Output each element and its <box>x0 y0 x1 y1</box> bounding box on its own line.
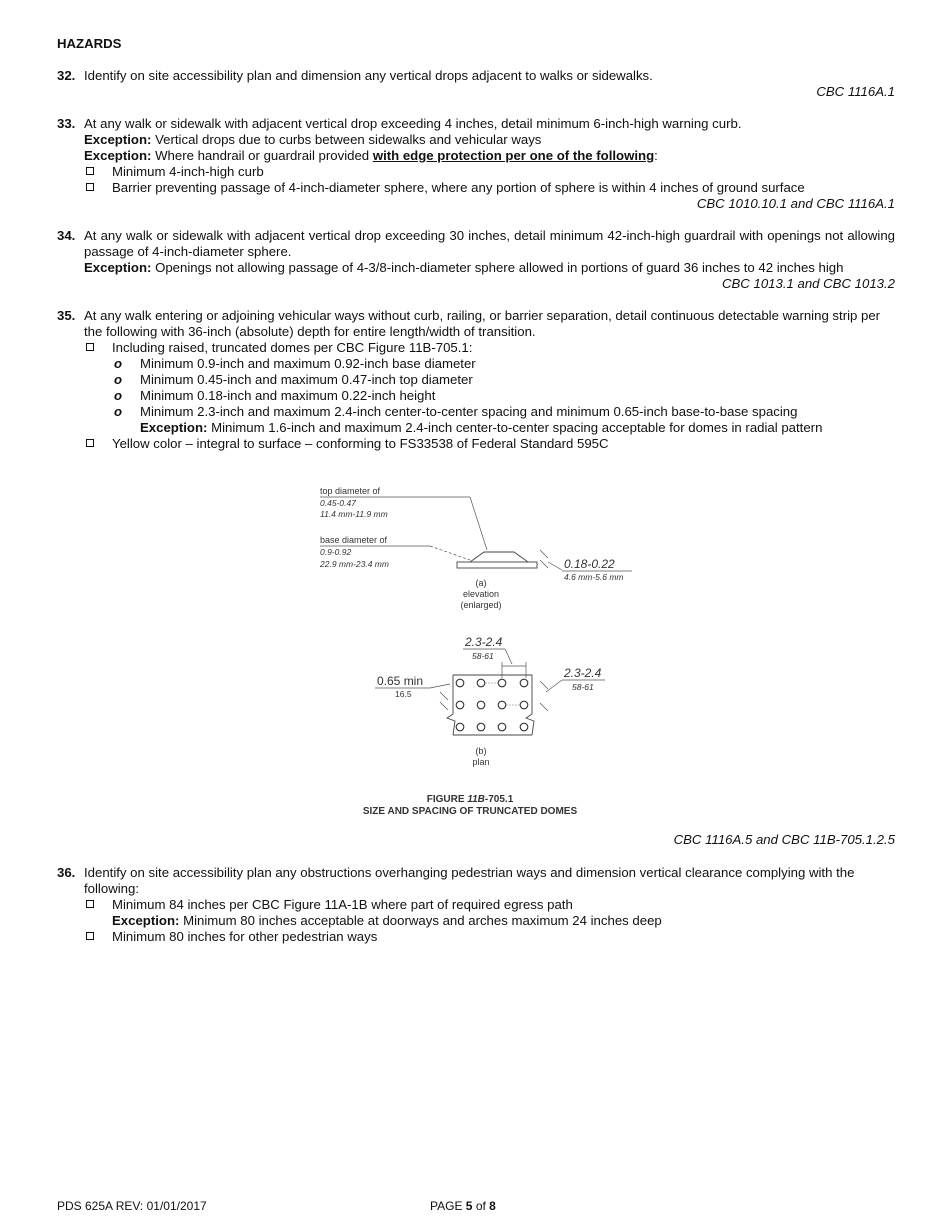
sub-item <box>57 372 895 388</box>
checkbox-icon <box>86 343 94 351</box>
leader-line <box>430 546 470 560</box>
checkbox-item <box>57 929 895 945</box>
dome-circle <box>456 679 464 687</box>
top-diameter-label: top diameter of <box>320 486 381 496</box>
checkbox-icon <box>86 183 94 191</box>
footer-page-number <box>430 1198 496 1214</box>
height-mm: 4.6 mm-5.6 mm <box>564 572 624 582</box>
leader-line <box>430 684 450 688</box>
plan-right-mm: 58-61 <box>572 682 594 692</box>
page-total: 8 <box>489 1199 496 1213</box>
figure-title <box>427 794 514 805</box>
dome-circle <box>456 701 464 709</box>
bullet-o-icon: o <box>114 372 123 387</box>
item-36 <box>57 865 895 945</box>
leader-line <box>548 562 562 570</box>
page-current: 5 <box>465 1199 473 1213</box>
plan-top-label: 2.3-2.4 <box>465 635 503 649</box>
dome-circle <box>520 723 528 731</box>
section-heading: HAZARDS <box>57 36 122 51</box>
footer-form-id: PDS 625A REV: 01/01/2017 <box>57 1199 207 1213</box>
exception-text: Vertical drops due to curbs between sidewalks and vehicular ways <box>155 132 542 147</box>
leader-line <box>546 680 562 692</box>
exception-label: Exception: <box>112 913 180 928</box>
base-diameter-mm: 22.9 mm-23.4 mm <box>320 559 389 569</box>
sub-item-text: Minimum 0.45-inch and maximum 0.47-inch top diameter <box>140 372 473 387</box>
figure-title-italic: 11B <box>467 794 485 805</box>
item-text: At any walk entering or adjoining vehicular ways without curb, railing, or barrier separation, detail continuous detectable warning strip per the following with 36-inch (absolute) depth for entire length/width of transition. <box>84 308 881 339</box>
bullet-o-icon: o <box>114 388 123 403</box>
checkbox-item <box>57 164 895 180</box>
dimension-tick <box>440 702 448 710</box>
exception-line <box>57 148 895 164</box>
exception-text: Openings not allowing passage of 4-3/8-inch-diameter sphere allowed in portions of guard 36 inches to 42 inches high <box>155 260 844 275</box>
exception-line <box>57 913 895 929</box>
dimension-tick <box>540 550 548 558</box>
item-number: 35. <box>57 308 76 323</box>
dimension-tick <box>540 703 548 711</box>
exception-line <box>57 260 895 276</box>
plan-left-mm: 16.5 <box>395 689 412 699</box>
item-number: 34. <box>57 228 76 243</box>
bullet-o-icon: o <box>114 404 123 419</box>
page-of: of <box>472 1199 490 1213</box>
sub-item <box>57 356 895 372</box>
page-prefix: PAGE <box>430 1199 466 1213</box>
plan-top-mm: 58-61 <box>472 651 494 661</box>
dome-circle <box>498 679 506 687</box>
code-reference: CBC 1010.10.1 and CBC 1116A.1 <box>696 196 895 211</box>
code-reference: CBC 1013.1 and CBC 1013.2 <box>721 276 895 291</box>
item-34 <box>57 228 895 292</box>
item-33 <box>57 116 895 212</box>
top-diameter-mm: 11.4 mm-11.9 mm <box>320 509 388 519</box>
checkbox-item <box>57 897 895 913</box>
elevation-caption: (a) <box>475 578 487 588</box>
exception-colon: : <box>654 148 658 163</box>
elevation-caption: (enlarged) <box>460 600 502 610</box>
checkbox-text: Minimum 80 inches for other pedestrian ways <box>112 929 378 944</box>
top-diameter-value: 0.45-0.47 <box>320 498 356 508</box>
exception-text: Where handrail or guardrail provided <box>155 148 370 163</box>
plan-left-label: 0.65 min <box>377 674 424 688</box>
plan-caption: plan <box>472 757 490 767</box>
item-35 <box>57 308 895 452</box>
leader-line <box>470 497 487 550</box>
dimension-tick <box>540 681 548 689</box>
base-diameter-value: 0.9-0.92 <box>320 547 352 557</box>
dome-circle <box>477 723 485 731</box>
dome-circle <box>520 679 528 687</box>
plan-right-label: 2.3-2.4 <box>564 666 602 680</box>
exception-label: Exception: <box>84 132 152 147</box>
exception-underlined-text: with edge protection per one of the following <box>372 148 655 163</box>
sub-item-text: Minimum 0.18-inch and maximum 0.22-inch height <box>140 388 436 403</box>
dimension-tick <box>540 560 548 568</box>
exception-line <box>57 132 895 148</box>
checkbox-icon <box>86 932 94 940</box>
dimension-tick <box>440 692 448 700</box>
base-diameter-label: base diameter of <box>320 535 388 545</box>
dome-circle <box>520 701 528 709</box>
checkbox-text: Minimum 4-inch-high curb <box>112 164 264 179</box>
figure-title-prefix: FIGURE <box>426 794 468 805</box>
sub-exception-line <box>57 420 895 436</box>
elevation-caption: elevation <box>462 589 500 599</box>
checkbox-item <box>57 436 895 452</box>
item-number: 32. <box>57 68 76 83</box>
item-text: Identify on site accessibility plan any obstructions overhanging pedestrian ways and dimension vertical clearance complying with the following: <box>84 865 855 896</box>
code-reference: CBC 1116A.5 and CBC 11B-705.1.2.5 <box>673 832 895 847</box>
dome-circle <box>498 723 506 731</box>
sub-item-text: Minimum 2.3-inch and maximum 2.4-inch center-to-center spacing and minimum 0.65-inch base-to-base spacing <box>140 404 798 419</box>
item-text: At any walk or sidewalk with adjacent vertical drop exceeding 30 inches, detail minimum 42-inch-high guardrail with openings not allowing passage of 4-inch-diameter sphere. <box>84 228 895 259</box>
code-reference: CBC 1116A.1 <box>816 84 895 99</box>
plan-break-line <box>447 675 455 735</box>
checkbox-icon <box>86 900 94 908</box>
checkbox-text: Yellow color – integral to surface – conforming to FS33538 of Federal Standard 595C <box>112 436 609 451</box>
exception-label: Exception: <box>84 260 152 275</box>
checkbox-text: Minimum 84 inches per CBC Figure 11A-1B where part of required egress path <box>112 897 573 912</box>
dome-circle <box>498 701 506 709</box>
figure-title-suffix: -705.1 <box>484 794 514 805</box>
item-number: 36. <box>57 865 76 880</box>
height-label: 0.18-0.22 <box>564 557 615 571</box>
sub-item <box>57 388 895 404</box>
dome-base-plate <box>457 562 537 568</box>
checkbox-text: Including raised, truncated domes per CBC Figure 11B-705.1: <box>112 340 473 355</box>
item-text: Identify on site accessibility plan and dimension any vertical drops adjacent to walks or sidewalks. <box>84 68 653 83</box>
truncated-domes-figure <box>300 478 650 823</box>
item-text: At any walk or sidewalk with adjacent vertical drop exceeding 4 inches, detail minimum 6-inch-high warning curb. <box>84 116 742 131</box>
item-number: 33. <box>57 116 76 131</box>
sub-item-text: Minimum 0.9-inch and maximum 0.92-inch base diameter <box>140 356 476 371</box>
checkbox-item <box>57 340 895 356</box>
exception-text: Minimum 80 inches acceptable at doorways and arches maximum 24 inches deep <box>183 913 662 928</box>
checkbox-icon <box>86 439 94 447</box>
checkbox-icon <box>86 167 94 175</box>
bullet-o-icon: o <box>114 356 123 371</box>
exception-label: Exception: <box>84 148 152 163</box>
dome-circle <box>477 679 485 687</box>
exception-label: Exception: <box>140 420 208 435</box>
sub-item <box>57 404 895 420</box>
leader-line <box>505 649 512 664</box>
dome-grid <box>456 679 528 731</box>
checkbox-text: Barrier preventing passage of 4-inch-diameter sphere, where any portion of sphere is within 4 inches of ground surface <box>112 180 805 195</box>
dome-circle <box>456 723 464 731</box>
dome-circle <box>477 701 485 709</box>
figure-subtitle: SIZE AND SPACING OF TRUNCATED DOMES <box>362 806 578 817</box>
exception-text: Minimum 1.6-inch and maximum 2.4-inch center-to-center spacing acceptable for domes in radial pattern <box>211 420 823 435</box>
checkbox-item <box>57 180 895 196</box>
plan-caption: (b) <box>475 746 487 756</box>
item-32 <box>57 68 895 100</box>
dome-elevation <box>470 552 528 562</box>
